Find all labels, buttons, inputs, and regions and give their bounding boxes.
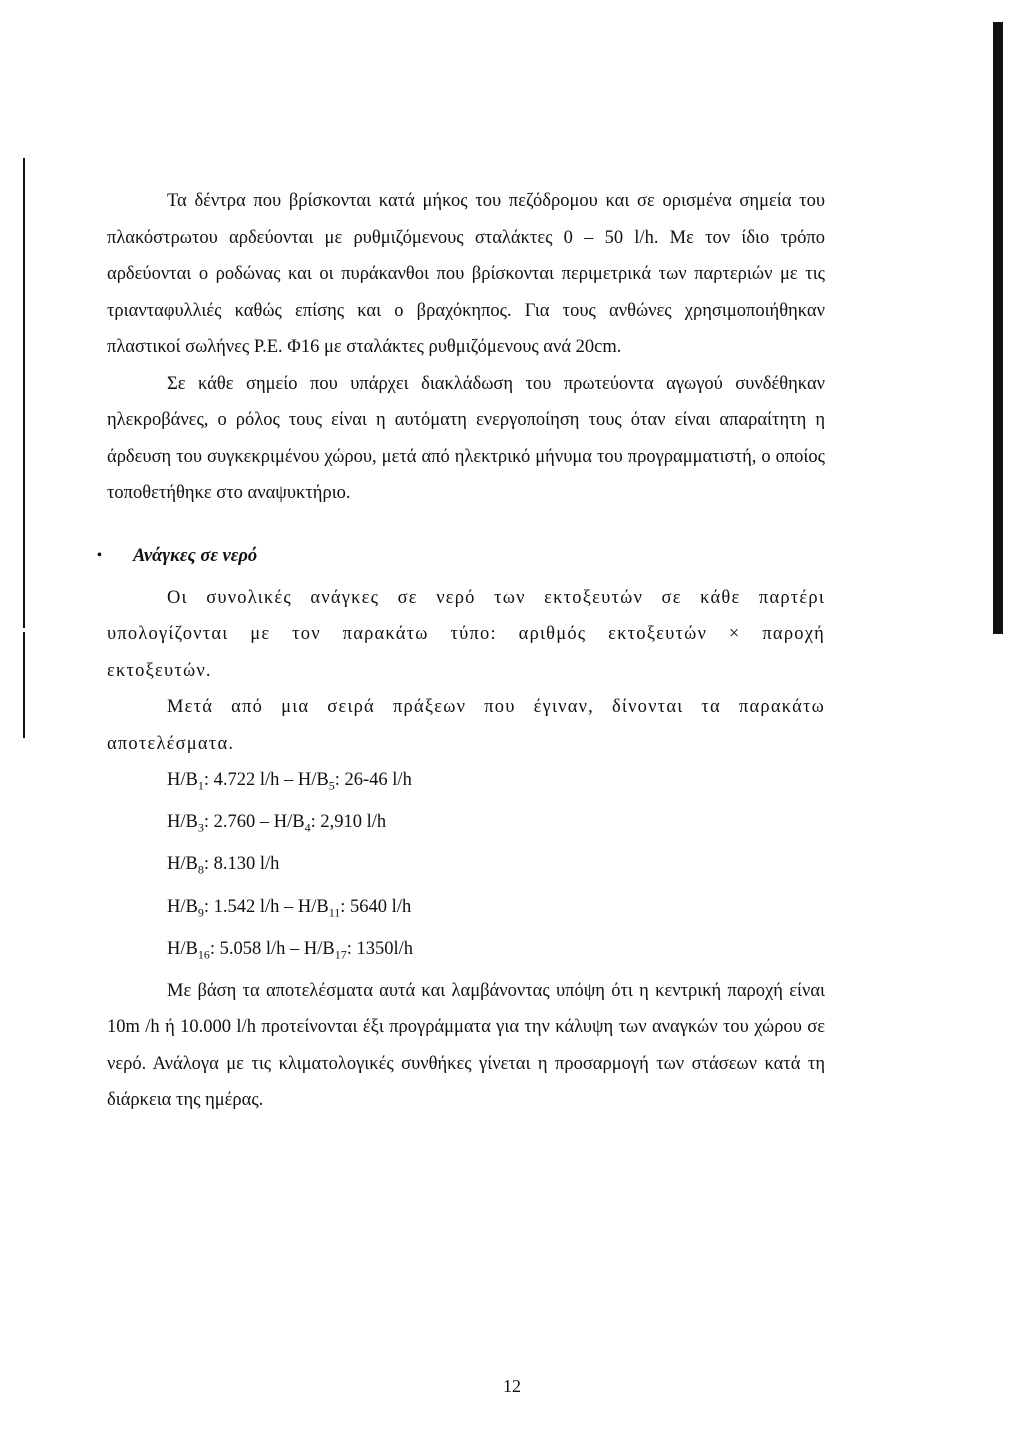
scan-border-left-lower bbox=[23, 632, 25, 738]
section-heading-text: Ανάγκες σε νερό bbox=[133, 545, 258, 566]
paragraph-results-intro: Μετά από μια σειρά πράξεων που έγιναν, δίνονται τα παρακάτω αποτελέσματα. bbox=[107, 697, 825, 754]
page-body bbox=[97, 183, 825, 1119]
paragraph-formula: Οι συνολικές ανάγκες σε νερό των εκτοξευτών σε κάθε παρτέρι υπολογίζονται με τον παρακάτω τύπο: αριθμός εκτοξευτών × παροχή εκτοξευτών. bbox=[107, 587, 825, 681]
results-list bbox=[107, 762, 825, 973]
paragraph-irrigation-drippers: Τα δέντρα που βρίσκονται κατά μήκος του πεζόδρομου και σε ορισμένα σημεία του πλακόστρωτου αρδεύονται με ρυθμιζόμενους σταλάκτες 0 – 50 l/h. Με τον ίδιο τρόπο αρδεύονται ο ροδώνας και οι πυράκανθοι που βρίσκονται περιμετρικά των παρτεριών με τις τριανταφυλλιές καθώς επίσης και ο βραχόκηπος. Για τους ανθώνες χρησιμοποιήθηκαν πλαστικοί σωλήνες Ρ.Ε. Φ16 με σταλάκτες ρυθμιζόμενους ανά 20cm. bbox=[107, 191, 825, 357]
bullet-icon: • bbox=[97, 547, 102, 563]
page-number: 12 bbox=[503, 1376, 521, 1396]
scan-border-right bbox=[993, 22, 1003, 634]
section-heading-water-needs bbox=[97, 538, 815, 574]
result-line: $H/B_3$: $2.760 - H/B_4$: 2,910 l/h bbox=[167, 812, 387, 835]
result-line: $H/B_{16}$: 5.058 $l/h - H/B_{17}$: 1350l/h bbox=[167, 938, 414, 962]
scan-border-left-upper bbox=[23, 158, 25, 628]
paragraph-conclusion: Με βάση τα αποτελέσματα αυτά και λαμβάνοντας υπόψη ότι η κεντρική παροχή είναι 10m /h ή 10.000 l/h προτείνονται έξι προγράμματα για την κάλυψη των αναγκών του χώρου σε νερό. Ανάλογα με τις κλιματολογικές συνθήκες γίνεται η προσαρμογή των στάσεων κατά τη διάρκεια της ημέρας. bbox=[107, 980, 825, 1111]
result-line: $H/B_8$: 8.130 l/h bbox=[167, 854, 280, 878]
result-line: $H/B_9$: 1.542 $l/h - H/B_{11}$: 5640 l/h bbox=[167, 896, 412, 920]
result-line: $H/B_1$: 4.722 $l/h - H/B_5$: 26-46 l/h bbox=[167, 770, 412, 793]
paragraph-solenoid-valves: Σε κάθε σημείο που υπάρχει διακλάδωση του πρωτεύοντα αγωγού συνδέθηκαν ηλεκροβάνες, ο ρόλος τους είναι η αυτόματη ενεργοποίηση τους όταν είναι απαραίτητη η άρδευση του συγκεκριμένου χώρου, μετά από ηλεκτρικό μήνυμα του προγραμματιστή, ο οποίος τοποθετήθηκε στο αναψυκτήριο. bbox=[107, 373, 825, 503]
